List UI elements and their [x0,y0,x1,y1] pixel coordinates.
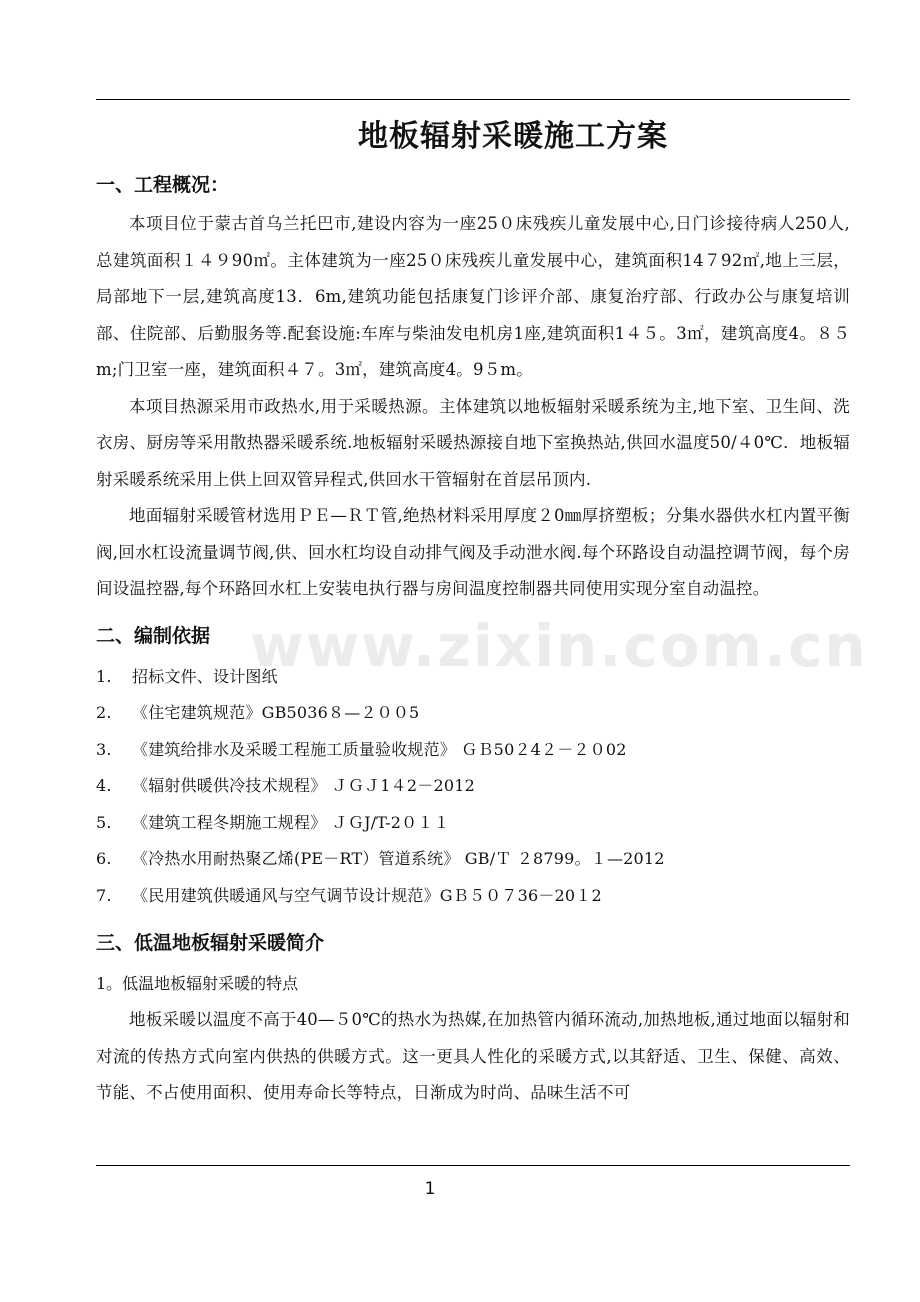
basis-list [96,659,850,915]
list-item-text: 《建筑工程冬期施工规程》 ＪＧJ/T-2０１１ [132,812,450,832]
list-item-number: 4. [96,776,112,795]
list-item [96,732,850,769]
list-item-number: 1. [96,666,112,686]
list-item-text: 《住宅建筑规范》GB5036８—２００5 [132,703,420,722]
overview-paragraph-2: 本项目热源采用市政热水,用于采暖热源。主体建筑以地板辐射采暖系统为主,地下室、卫生间、洗衣房、厨房等采用散热器采暖系统.地板辐射采暖热源接自地下室换热站,供回水温度50/４0℃．地板辐射采暖系统采用上供上回双管异程式,供回水干管辐射在首层吊顶内. [96,396,850,489]
watermark: www.zixin.com.cn [250,612,868,680]
section-heading-basis: 二、编制依据 [96,624,211,647]
footer-rule [96,1165,850,1166]
features-paragraph-1: 地板采暖以温度不高于40—５0℃的热水为热媒,在加热管内循环流动,加热地板,通过地面以辐射和对流的传热方式向室内供热的供暖方式。这一更具人性化的采暖方式,以其舒适、卫生、保健、高效、节能、不占使用面积、使用寿命长等特点，日渐成为时尚、品味生活不可 [96,1010,850,1102]
list-item-number: 2. [96,703,112,722]
header-rule [96,99,850,100]
list-item-text: 招标文件、设计图纸 [132,666,278,686]
overview-paragraph-3: 地面辐射采暖管材选用ＰＥ—ＲＴ管,绝热材料采用厚度２0㎜厚挤塑板；分集水器供水杠内置平衡阀,回水杠设流量调节阀,供、回水杠均设自动排气阀及手动泄水阀.每个环路设自动温控调节阀，每个房间设温控器,每个环路回水杠上安装电执行器与房间温度控制器共同使用实现分室自动温控。 [96,506,850,598]
list-item-text: 《辐射供暖供冷技术规程》 ＪＧＪ1４2－2012 [132,776,475,795]
list-item-number: 6. [96,849,112,868]
section-heading-intro: 三、低温地板辐射采暖简介 [96,932,325,954]
list-item-number: 7. [96,885,112,905]
list-item [96,841,850,878]
list-item-text: 《民用建筑供暖通风与空气调节设计规范》GＢ５０７36－20１2 [132,885,602,905]
page-number: 1 [424,1179,436,1199]
list-item [96,695,850,732]
section-heading-overview: 一、工程概况： [96,174,230,196]
document-title: 地板辐射采暖施工方案 [358,119,668,154]
list-item [96,805,850,842]
document-body [96,165,868,1112]
list-item-number: 3. [96,739,112,759]
list-item [96,659,850,696]
list-item-number: 5. [96,812,112,832]
list-item [96,768,850,805]
subsection-heading-features: 1。低温地板辐射采暖的特点 [96,974,299,993]
overview-paragraph-1: 本项目位于蒙古首乌兰托巴市,建设内容为一座25０床残疾儿童发展中心,日门诊接待病人250人,总建筑面积１４９90㎡。主体建筑为一座25０床残疾儿童发展中心，建筑面积14７92㎡,地上三层，局部地下一层,建筑高度13．6m,建筑功能包括康复门诊评介部、康复治疗部、行政办公与康复培训部、住院部、后勤服务等.配套设施:车库与柴油发电机房1座,建筑面积1４５。3㎡，建筑高度4。８５m;门卫室一座，建筑面积４７。3㎡，建筑高度4。9５m。 [96,214,850,379]
list-item [96,878,850,915]
list-item-text: 《建筑给排水及采暖工程施工质量验收规范》 ＧＢ50２4２－２０02 [132,739,627,759]
list-item-text: 《冷热水用耐热聚乙烯(PE－RT）管道系统》 GB/Ｔ ２8799。１—2012 [132,849,665,868]
